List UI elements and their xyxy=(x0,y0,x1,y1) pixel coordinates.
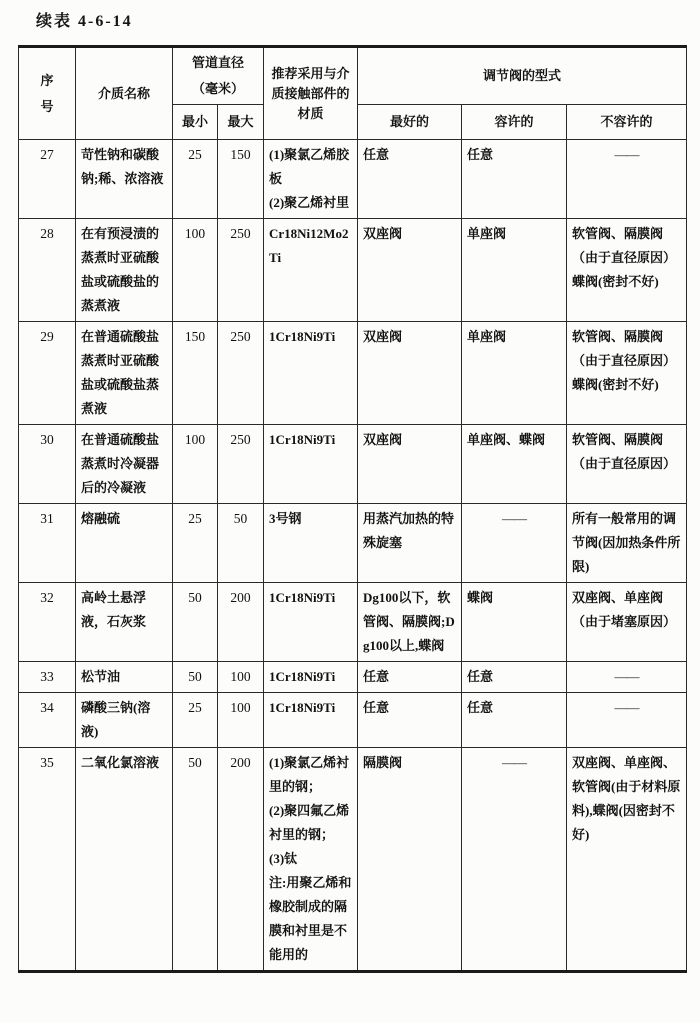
cell-valve-best: 任意 xyxy=(358,693,462,748)
cell-valve-allowed: 任意 xyxy=(462,662,567,693)
cell-seq-no: 35 xyxy=(19,748,76,972)
cell-medium-name: 在有预浸渍的蒸煮时亚硫酸盐或硫酸盐的蒸煮液 xyxy=(76,219,173,322)
cell-diameter-min: 25 xyxy=(173,140,218,219)
cell-medium-name: 在普通硫酸盐蒸煮时冷凝器后的冷凝液 xyxy=(76,425,173,504)
table-row xyxy=(19,140,687,219)
cell-diameter-max: 50 xyxy=(218,504,264,583)
cell-diameter-min: 50 xyxy=(173,662,218,693)
cell-valve-allowed: 任意 xyxy=(462,140,567,219)
cell-line: (1)聚氯乙烯胶板 xyxy=(269,147,350,186)
table-row xyxy=(19,425,687,504)
cell-medium-name: 二氧化氯溶液 xyxy=(76,748,173,972)
cell-valve-allowed: —— xyxy=(462,748,567,972)
cell-valve-not-allowed: 软管阀、隔膜阀（由于直径原因） xyxy=(567,425,687,504)
cell-medium-name: 松节油 xyxy=(76,662,173,693)
cell-seq-no: 31 xyxy=(19,504,76,583)
cell-line: (2)聚四氟乙烯衬里的钢； xyxy=(269,803,350,842)
cell-valve-best: 任意 xyxy=(358,662,462,693)
cell-diameter-max: 200 xyxy=(218,748,264,972)
cell-line: 注:用聚乙烯和橡胶制成的隔膜和衬里是不能用的 xyxy=(269,875,352,962)
cell-diameter-max: 100 xyxy=(218,693,264,748)
cell-seq-no: 33 xyxy=(19,662,76,693)
header-material: 推荐采用与介质接触部件的材质 xyxy=(264,47,358,140)
cell-seq-no: 34 xyxy=(19,693,76,748)
cell-valve-allowed: 单座阀 xyxy=(462,219,567,322)
cell-material xyxy=(264,748,358,972)
cell-diameter-max: 200 xyxy=(218,583,264,662)
cell-material: 1Cr18Ni9Ti xyxy=(264,693,358,748)
cell-valve-not-allowed: 软管阀、隔膜阀（由于直径原因）蝶阀(密封不好) xyxy=(567,322,687,425)
cell-diameter-max: 250 xyxy=(218,322,264,425)
cell-material: 1Cr18Ni9Ti xyxy=(264,425,358,504)
cell-valve-best: 用蒸汽加热的特殊旋塞 xyxy=(358,504,462,583)
cell-valve-not-allowed: 所有一般常用的调节阀(因加热条件所限) xyxy=(567,504,687,583)
cell-seq-no: 28 xyxy=(19,219,76,322)
header-pipe-diameter-group xyxy=(173,47,264,105)
page-title: 续表 4-6-14 xyxy=(36,13,133,30)
header-allowed: 容许的 xyxy=(462,105,567,140)
header-medium-name: 介质名称 xyxy=(76,47,173,140)
header-min: 最小 xyxy=(173,105,218,140)
cell-seq-no: 29 xyxy=(19,322,76,425)
cell-medium-name: 熔融硫 xyxy=(76,504,173,583)
cell-diameter-max: 250 xyxy=(218,219,264,322)
cell-valve-best: 双座阀 xyxy=(358,322,462,425)
cell-seq-no: 32 xyxy=(19,583,76,662)
cell-line: (3)钛 xyxy=(269,851,298,866)
valve-selection-table xyxy=(18,45,687,973)
cell-diameter-min: 50 xyxy=(173,583,218,662)
cell-valve-not-allowed: 软管阀、隔膜阀（由于直径原因）蝶阀(密封不好) xyxy=(567,219,687,322)
cell-valve-best: 任意 xyxy=(358,140,462,219)
table-row xyxy=(19,693,687,748)
cell-line: (2)聚乙烯衬里 xyxy=(269,195,350,210)
cell-medium-name: 磷酸三钠(溶液) xyxy=(76,693,173,748)
cell-valve-best: Dg100以下，软管阀、隔膜阀;Dg100以上,蝶阀 xyxy=(358,583,462,662)
header-not-allowed: 不容许的 xyxy=(567,105,687,140)
cell-diameter-min: 50 xyxy=(173,748,218,972)
cell-valve-allowed: 单座阀 xyxy=(462,322,567,425)
header-pipe-diameter-text: 管道直径 （毫米） xyxy=(192,55,245,96)
cell-valve-best: 隔膜阀 xyxy=(358,748,462,972)
cell-material: 3号钢 xyxy=(264,504,358,583)
cell-diameter-min: 25 xyxy=(173,693,218,748)
cell-diameter-max: 250 xyxy=(218,425,264,504)
cell-valve-best: 双座阀 xyxy=(358,425,462,504)
cell-material: 1Cr18Ni9Ti xyxy=(264,322,358,425)
header-max: 最大 xyxy=(218,105,264,140)
table-row xyxy=(19,504,687,583)
cell-medium-name: 高岭土悬浮液，石灰浆 xyxy=(76,583,173,662)
table-row xyxy=(19,322,687,425)
cell-material xyxy=(264,140,358,219)
cell-valve-not-allowed: —— xyxy=(567,662,687,693)
cell-material: Cr18Ni12Mo2Ti xyxy=(264,219,358,322)
cell-valve-not-allowed: 双座阀、单座阀、软管阀(由于材料原料),蝶阀(因密封不好) xyxy=(567,748,687,972)
cell-valve-allowed: 任意 xyxy=(462,693,567,748)
cell-medium-name: 苛性钠和碳酸钠;稀、浓溶液 xyxy=(76,140,173,219)
cell-material: 1Cr18Ni9Ti xyxy=(264,583,358,662)
header-seq-no-text: 序 号 xyxy=(40,72,54,114)
cell-diameter-min: 150 xyxy=(173,322,218,425)
cell-diameter-min: 100 xyxy=(173,219,218,322)
cell-diameter-min: 100 xyxy=(173,425,218,504)
cell-seq-no: 30 xyxy=(19,425,76,504)
cell-diameter-max: 100 xyxy=(218,662,264,693)
cell-valve-best: 双座阀 xyxy=(358,219,462,322)
header-valve-type-group: 调节阀的型式 xyxy=(358,47,687,105)
cell-valve-allowed: 蝶阀 xyxy=(462,583,567,662)
cell-material: 1Cr18Ni9Ti xyxy=(264,662,358,693)
cell-valve-not-allowed: —— xyxy=(567,140,687,219)
table-row xyxy=(19,748,687,972)
header-seq-no xyxy=(19,47,76,140)
cell-valve-allowed: —— xyxy=(462,504,567,583)
table-row xyxy=(19,662,687,693)
cell-medium-name: 在普通硫酸盐蒸煮时亚硫酸盐或硫酸盐蒸煮液 xyxy=(76,322,173,425)
header-best: 最好的 xyxy=(358,105,462,140)
cell-diameter-min: 25 xyxy=(173,504,218,583)
table-row xyxy=(19,583,687,662)
cell-seq-no: 27 xyxy=(19,140,76,219)
reference-table-container xyxy=(18,45,687,973)
cell-valve-allowed: 单座阀、蝶阀 xyxy=(462,425,567,504)
cell-valve-not-allowed: —— xyxy=(567,693,687,748)
cell-valve-not-allowed: 双座阀、单座阀（由于堵塞原因） xyxy=(567,583,687,662)
table-header xyxy=(19,47,687,140)
table-body xyxy=(19,140,687,972)
cell-diameter-max: 150 xyxy=(218,140,264,219)
cell-line: (1)聚氯乙烯衬里的钢； xyxy=(269,755,350,794)
table-row xyxy=(19,219,687,322)
